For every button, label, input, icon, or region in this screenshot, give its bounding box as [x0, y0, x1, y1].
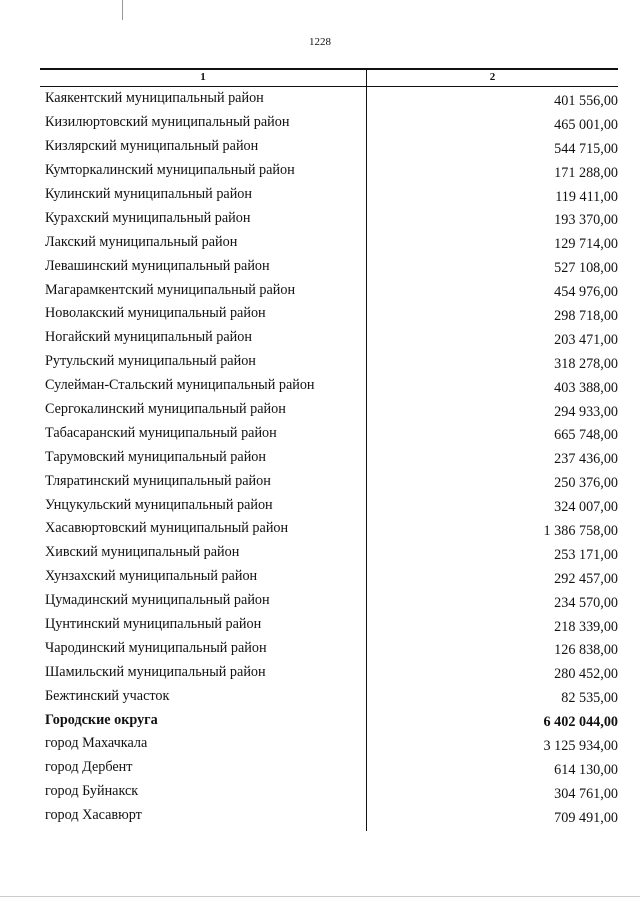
row-name: Цумадинский муниципальный район [45, 592, 270, 609]
table-row [40, 517, 618, 541]
table-row [40, 111, 618, 135]
row-value: 218 339,00 [554, 618, 618, 635]
row-value: 294 933,00 [554, 403, 618, 420]
row-value: 527 108,00 [554, 260, 618, 277]
table-row [40, 780, 618, 804]
row-value: 324 007,00 [554, 499, 618, 516]
table-row [40, 732, 618, 756]
table-row [40, 374, 618, 398]
row-value: 614 130,00 [554, 761, 618, 778]
row-name: Чародинский муниципальный район [45, 639, 267, 656]
row-value: 298 718,00 [554, 307, 618, 324]
page-number: 1228 [309, 36, 331, 48]
row-value: 234 570,00 [554, 594, 618, 611]
table-row [40, 541, 618, 565]
row-value: 6 402 044,00 [543, 714, 618, 731]
row-value: 203 471,00 [554, 331, 618, 348]
row-value: 280 452,00 [554, 666, 618, 683]
table-row [40, 493, 618, 517]
row-value: 401 556,00 [554, 92, 618, 109]
row-value: 119 411,00 [555, 188, 618, 205]
table-row [40, 756, 618, 780]
table-row [40, 230, 618, 254]
row-value: 82 535,00 [561, 690, 618, 707]
row-name: Рутульский муниципальный район [45, 353, 256, 370]
table-row [40, 254, 618, 278]
budget-table [40, 68, 618, 828]
table-row [40, 660, 618, 684]
row-name: Городские округа [45, 711, 158, 728]
table-row [40, 684, 618, 708]
row-name: город Дербент [45, 759, 133, 776]
row-value: 454 976,00 [554, 284, 618, 301]
row-name: Тарумовский муниципальный район [45, 448, 266, 465]
row-name: Кизлярский муниципальный район [45, 138, 259, 155]
row-name: Левашинский муниципальный район [45, 257, 270, 274]
row-value: 403 388,00 [554, 379, 618, 396]
column-header-2: 2 [489, 71, 496, 83]
table-row [40, 565, 618, 589]
table-row [40, 87, 618, 111]
row-value: 544 715,00 [554, 140, 618, 157]
row-name: Табасаранский муниципальный район [45, 424, 277, 441]
row-value: 3 125 934,00 [543, 737, 618, 754]
table-rows [40, 87, 618, 828]
row-name: Кумторкалинский муниципальный район [45, 162, 295, 179]
row-name: Сергокалинский муниципальный район [45, 401, 286, 418]
row-name: Шамильский муниципальный район [45, 663, 266, 680]
table-header [40, 68, 618, 87]
table-row [40, 135, 618, 159]
row-name: город Буйнакск [45, 783, 139, 800]
row-name: Кизилюртовский муниципальный район [45, 114, 290, 131]
column-divider [366, 87, 367, 831]
row-name: Сулейман-Стальский муниципальный район [45, 377, 315, 394]
scan-mark [0, 896, 640, 897]
row-name: город Хасавюрт [45, 807, 142, 824]
column-header-1: 1 [40, 70, 367, 86]
row-name: Цунтинский муниципальный район [45, 616, 262, 633]
row-name: Хасавюртовский муниципальный район [45, 520, 289, 537]
scan-mark [122, 0, 123, 20]
table-row [40, 350, 618, 374]
row-name: Ногайский муниципальный район [45, 329, 252, 346]
row-value: 193 370,00 [554, 212, 618, 229]
row-name: Курахский муниципальный район [45, 209, 251, 226]
table-row [40, 421, 618, 445]
row-value: 292 457,00 [554, 570, 618, 587]
row-value: 318 278,00 [554, 355, 618, 372]
table-row [40, 326, 618, 350]
row-name: Лакский муниципальный район [45, 233, 238, 250]
row-value: 126 838,00 [554, 642, 618, 659]
row-name: Новолакский муниципальный район [45, 305, 266, 322]
row-value: 253 171,00 [554, 546, 618, 563]
table-row [40, 804, 618, 828]
table-row [40, 636, 618, 660]
row-name: город Махачкала [45, 735, 148, 752]
table-row [40, 302, 618, 326]
row-value: 1 386 758,00 [543, 522, 618, 539]
row-value: 304 761,00 [554, 785, 618, 802]
row-name: Хивский муниципальный район [45, 544, 240, 561]
table-row [40, 398, 618, 422]
table-row [40, 708, 618, 732]
row-value: 237 436,00 [554, 451, 618, 468]
row-name: Тляратинский муниципальный район [45, 472, 271, 489]
row-value: 250 376,00 [554, 475, 618, 492]
row-value: 465 001,00 [554, 116, 618, 133]
row-name: Бежтинский участок [45, 687, 170, 704]
row-name: Каякентский муниципальный район [45, 90, 264, 107]
table-body [40, 87, 618, 828]
row-value: 171 288,00 [554, 164, 618, 181]
row-value: 129 714,00 [554, 236, 618, 253]
table-row [40, 183, 618, 207]
row-name: Хунзахский муниципальный район [45, 568, 258, 585]
row-value: 709 491,00 [554, 809, 618, 826]
table-row [40, 445, 618, 469]
row-value: 665 748,00 [554, 427, 618, 444]
table-row [40, 589, 618, 613]
table-row [40, 159, 618, 183]
row-name: Магарамкентский муниципальный район [45, 281, 296, 298]
row-name: Кулинский муниципальный район [45, 186, 252, 202]
table-row [40, 613, 618, 637]
table-row [40, 469, 618, 493]
row-name: Унцукульский муниципальный район [45, 496, 273, 513]
table-row [40, 206, 618, 230]
table-row [40, 278, 618, 302]
